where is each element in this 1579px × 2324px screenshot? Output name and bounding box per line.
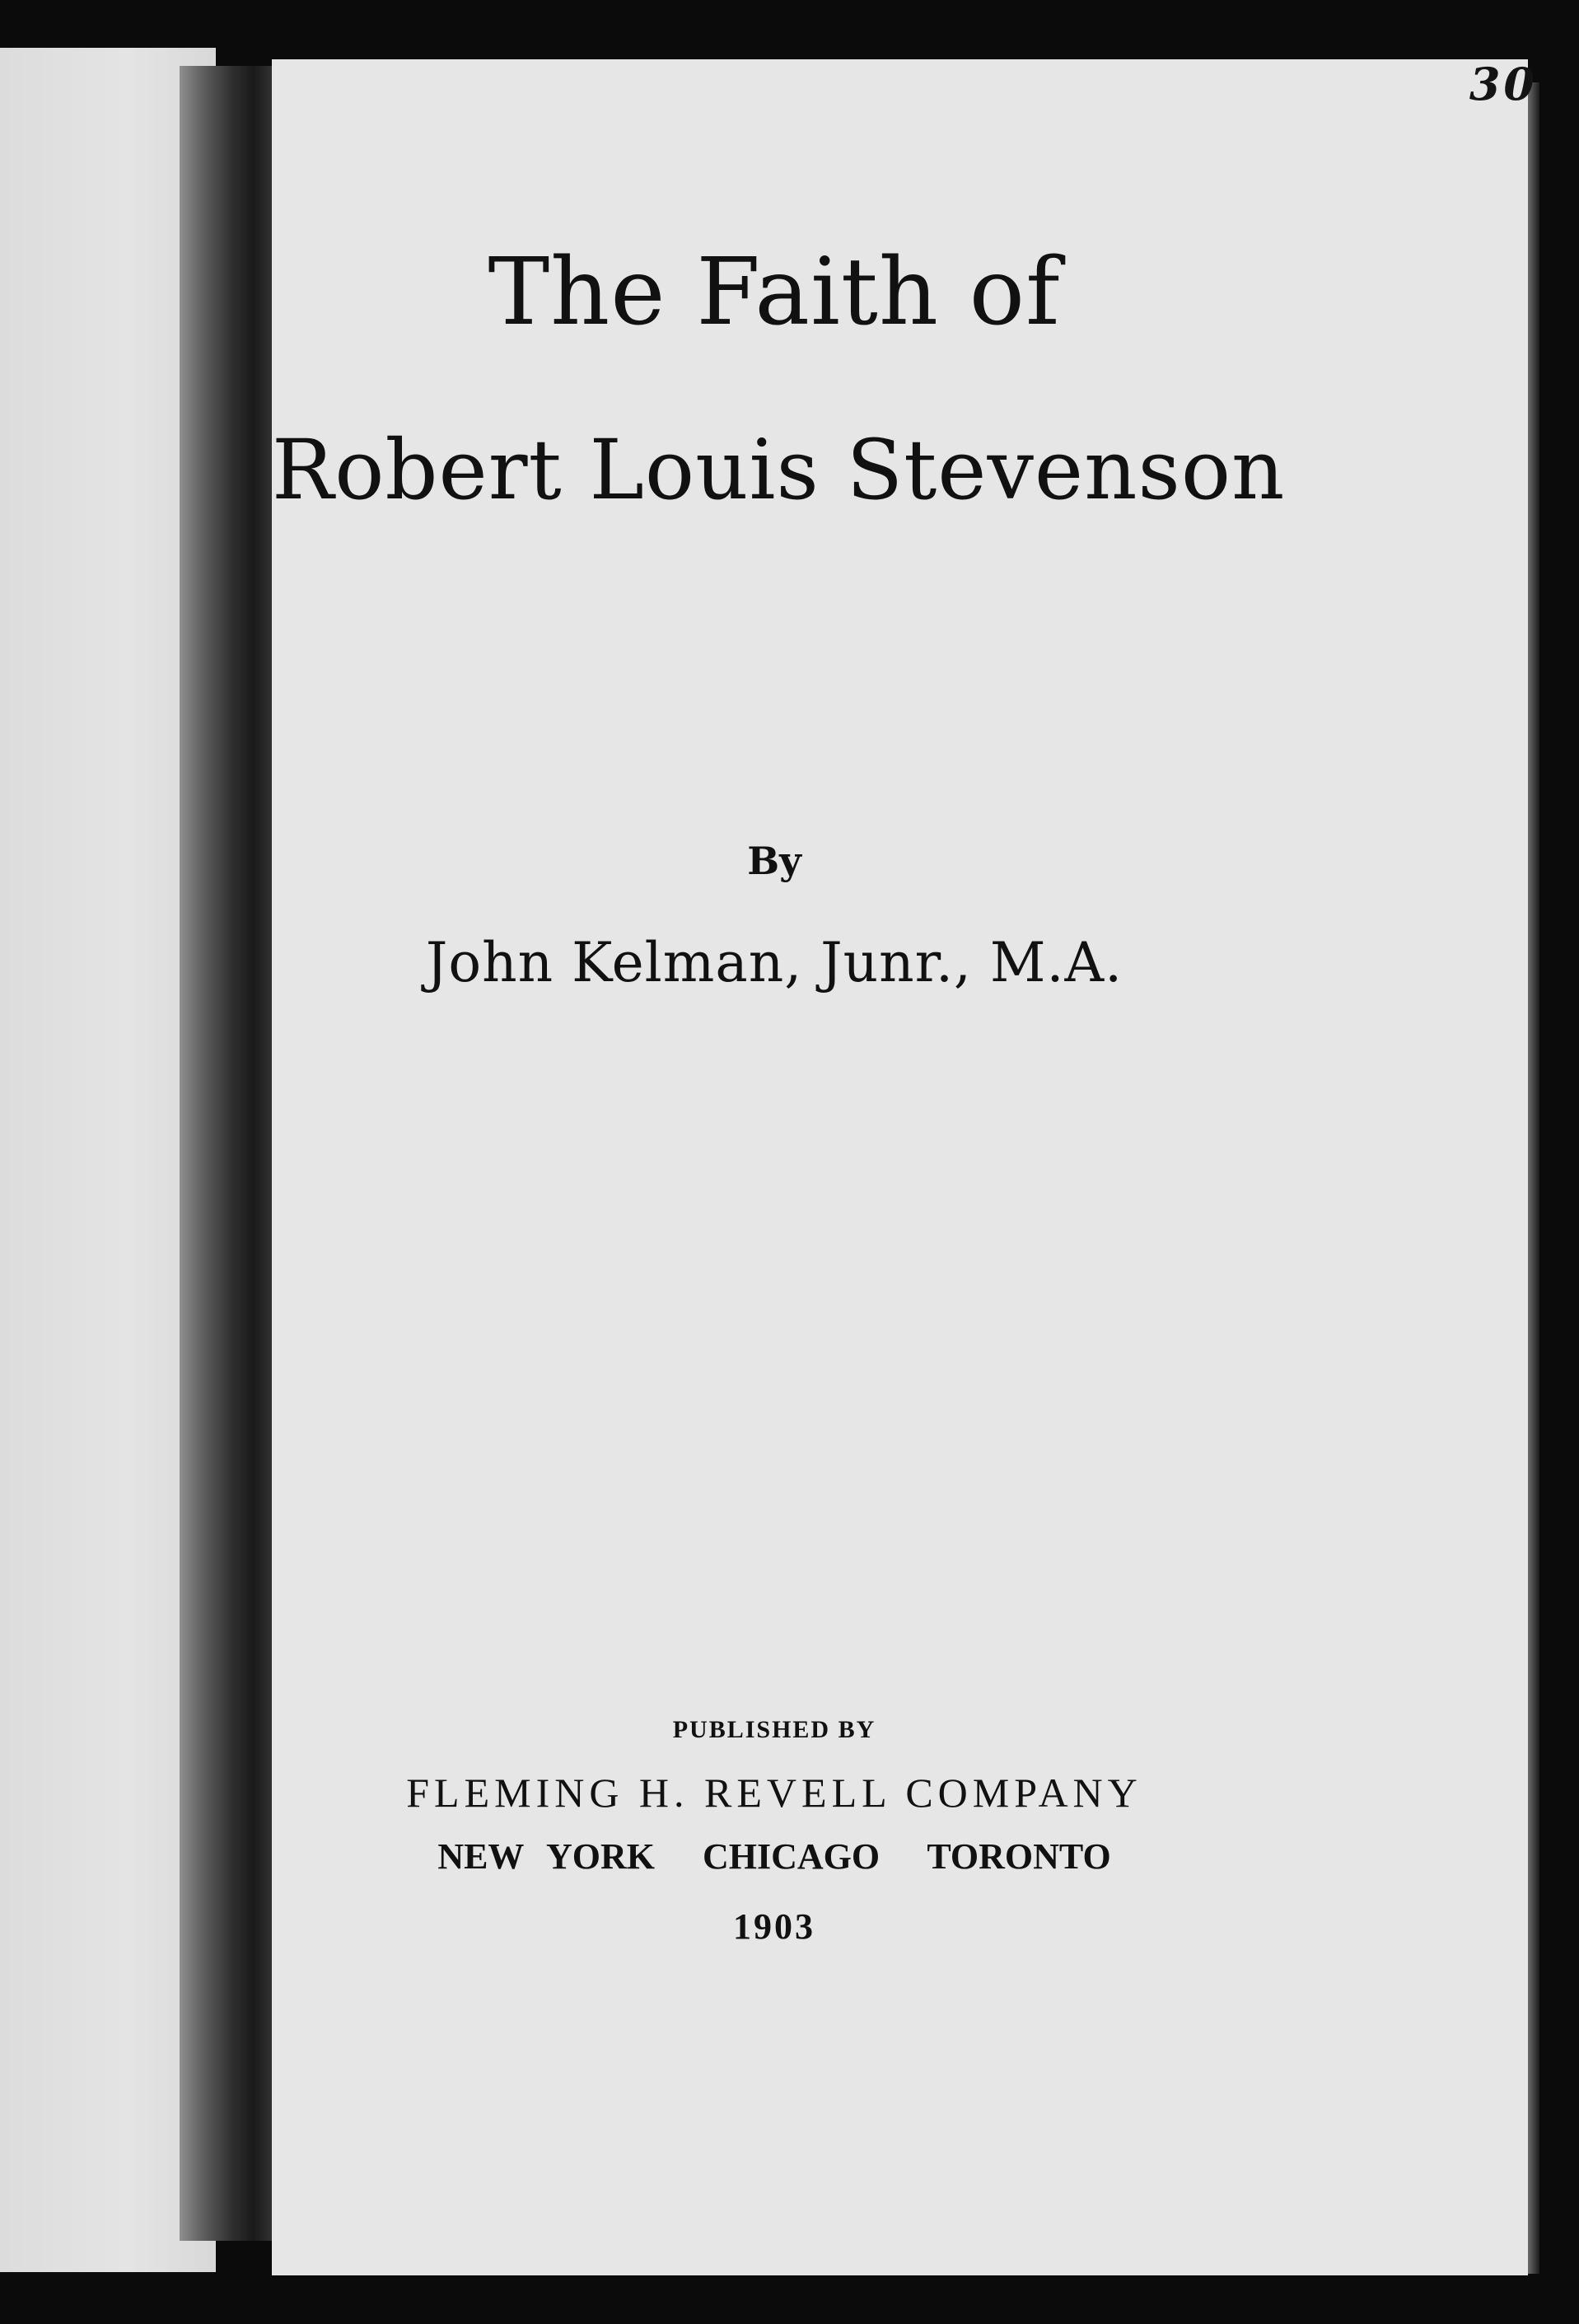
publisher-name: FLEMING H. REVELL COMPANY	[406, 1770, 1142, 1816]
byline-label: By	[747, 839, 801, 883]
page-edge-shadow	[1528, 82, 1539, 2274]
publication-year: 1903	[733, 1906, 815, 1947]
author-name: John Kelman, Junr., M.A.	[425, 931, 1124, 994]
page-number: 30	[1469, 58, 1538, 110]
title-line-2: Robert Louis Stevenson	[272, 422, 1286, 518]
published-by-label: PUBLISHED BY	[672, 1716, 876, 1743]
publisher-cities: NEW YORK CHICAGO TORONTO	[437, 1836, 1111, 1877]
title-line-1: The Faith of	[488, 239, 1061, 346]
